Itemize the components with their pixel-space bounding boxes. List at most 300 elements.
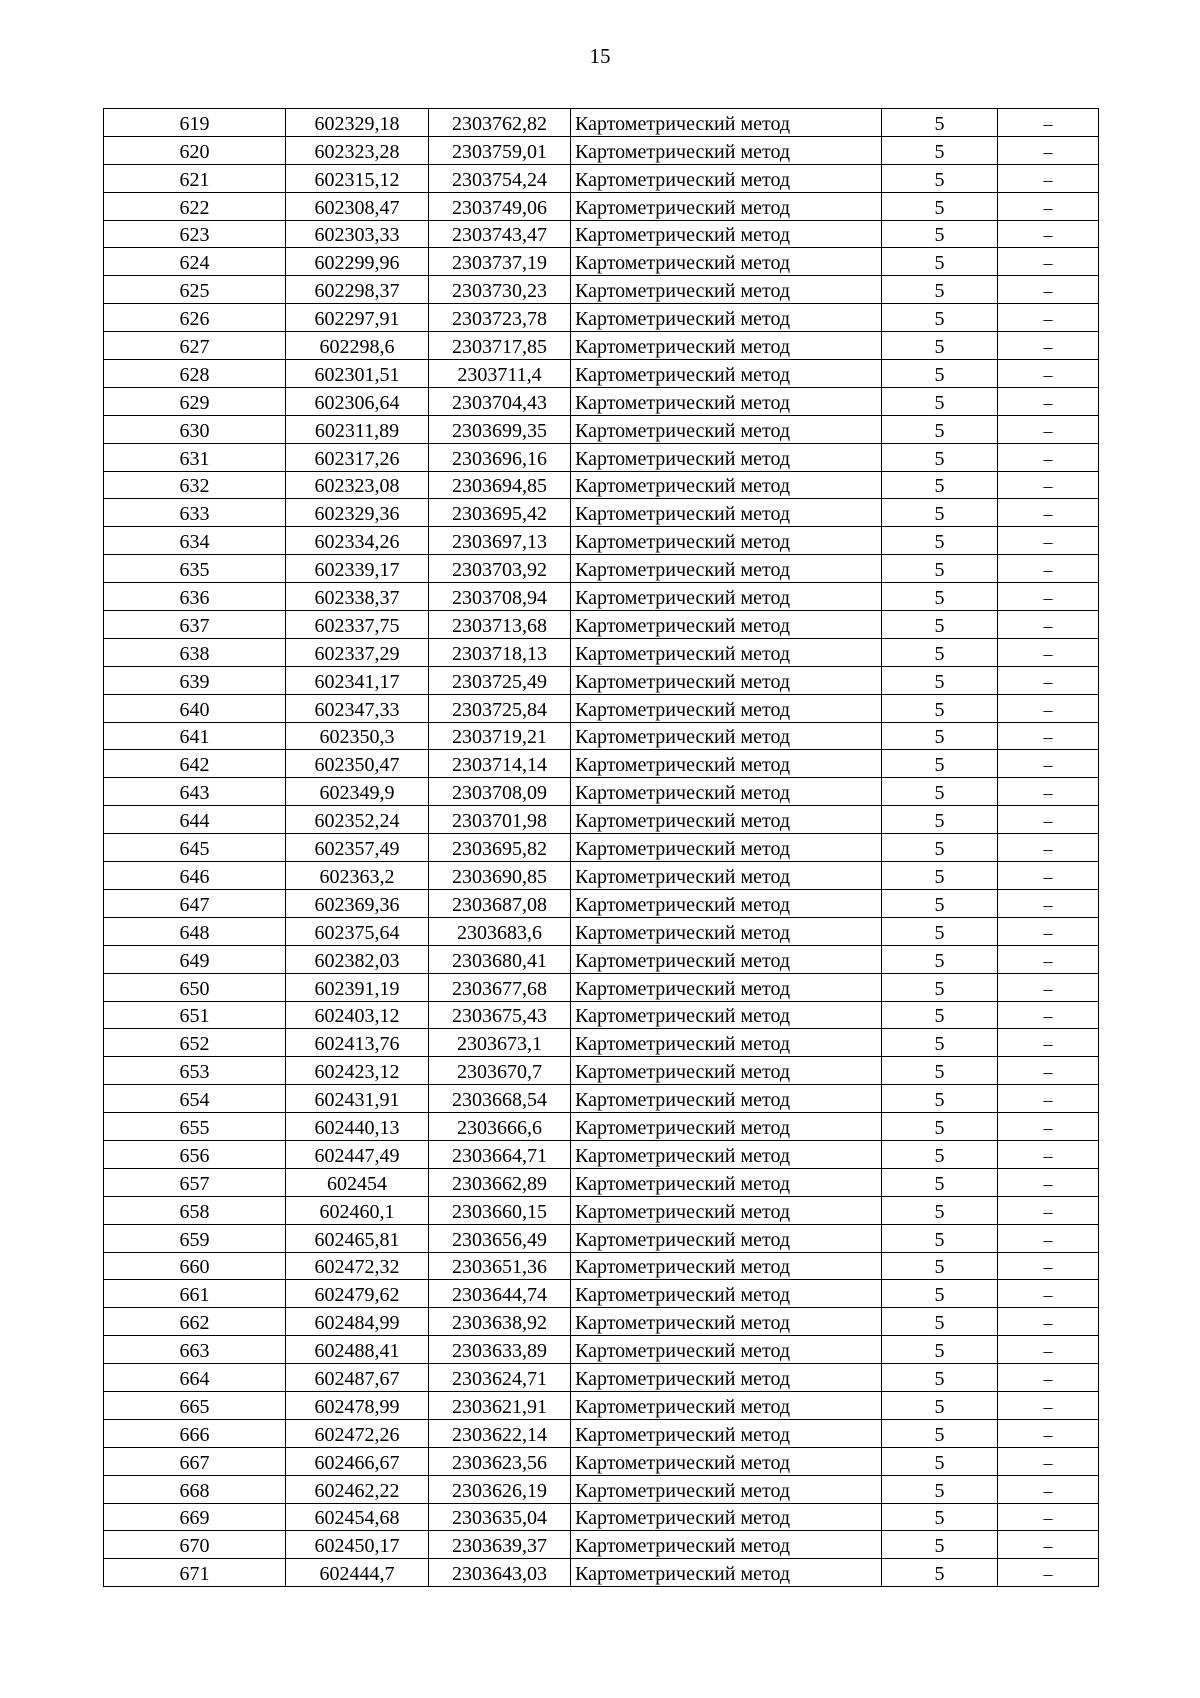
table-row — [104, 1531, 1099, 1559]
cell-note: – — [998, 666, 1099, 694]
cell-point-number: 625 — [104, 276, 286, 304]
cell-note: – — [998, 1140, 1099, 1168]
table-row — [104, 1336, 1099, 1364]
cell-method: Картометрический метод — [571, 1280, 882, 1308]
cell-accuracy: 5 — [882, 360, 998, 388]
table-row — [104, 1308, 1099, 1336]
cell-x-coordinate: 602484,99 — [286, 1308, 429, 1336]
cell-point-number: 647 — [104, 889, 286, 917]
cell-x-coordinate: 602315,12 — [286, 164, 429, 192]
cell-note: – — [998, 109, 1099, 137]
cell-point-number: 630 — [104, 415, 286, 443]
cell-point-number: 622 — [104, 192, 286, 220]
cell-accuracy: 5 — [882, 917, 998, 945]
cell-note: – — [998, 192, 1099, 220]
cell-point-number: 651 — [104, 1001, 286, 1029]
cell-accuracy: 5 — [882, 666, 998, 694]
cell-method: Картометрический метод — [571, 443, 882, 471]
cell-point-number: 657 — [104, 1168, 286, 1196]
cell-y-coordinate: 2303660,15 — [429, 1196, 571, 1224]
cell-x-coordinate: 602337,29 — [286, 638, 429, 666]
cell-y-coordinate: 2303703,92 — [429, 555, 571, 583]
cell-accuracy: 5 — [882, 1113, 998, 1141]
cell-x-coordinate: 602487,67 — [286, 1364, 429, 1392]
cell-accuracy: 5 — [882, 806, 998, 834]
cell-method: Картометрический метод — [571, 694, 882, 722]
cell-x-coordinate: 602317,26 — [286, 443, 429, 471]
cell-accuracy: 5 — [882, 248, 998, 276]
cell-method: Картометрический метод — [571, 1085, 882, 1113]
cell-accuracy: 5 — [882, 387, 998, 415]
cell-point-number: 620 — [104, 136, 286, 164]
table-row — [104, 1503, 1099, 1531]
cell-y-coordinate: 2303677,68 — [429, 973, 571, 1001]
table-row — [104, 806, 1099, 834]
table-row — [104, 471, 1099, 499]
cell-y-coordinate: 2303668,54 — [429, 1085, 571, 1113]
cell-x-coordinate: 602308,47 — [286, 192, 429, 220]
cell-accuracy: 5 — [882, 164, 998, 192]
cell-accuracy: 5 — [882, 304, 998, 332]
cell-accuracy: 5 — [882, 862, 998, 890]
cell-method: Картометрический метод — [571, 499, 882, 527]
cell-note: – — [998, 1029, 1099, 1057]
cell-accuracy: 5 — [882, 136, 998, 164]
table-row — [104, 862, 1099, 890]
cell-note: – — [998, 722, 1099, 750]
cell-method: Картометрический метод — [571, 583, 882, 611]
table-row — [104, 722, 1099, 750]
cell-note: – — [998, 527, 1099, 555]
cell-y-coordinate: 2303635,04 — [429, 1503, 571, 1531]
cell-y-coordinate: 2303719,21 — [429, 722, 571, 750]
table-row — [104, 1419, 1099, 1447]
table-row — [104, 499, 1099, 527]
cell-point-number: 634 — [104, 527, 286, 555]
cell-note: – — [998, 1364, 1099, 1392]
cell-x-coordinate: 602403,12 — [286, 1001, 429, 1029]
table-row — [104, 192, 1099, 220]
table-row — [104, 109, 1099, 137]
cell-x-coordinate: 602298,37 — [286, 276, 429, 304]
cell-note: – — [998, 1336, 1099, 1364]
cell-accuracy: 5 — [882, 555, 998, 583]
coordinates-table — [103, 108, 1099, 1587]
cell-x-coordinate: 602472,32 — [286, 1252, 429, 1280]
cell-point-number: 642 — [104, 750, 286, 778]
table-row — [104, 164, 1099, 192]
cell-method: Картометрический метод — [571, 973, 882, 1001]
cell-method: Картометрический метод — [571, 638, 882, 666]
cell-method: Картометрический метод — [571, 862, 882, 890]
cell-point-number: 652 — [104, 1029, 286, 1057]
cell-x-coordinate: 602375,64 — [286, 917, 429, 945]
cell-point-number: 649 — [104, 945, 286, 973]
table-row — [104, 1196, 1099, 1224]
cell-y-coordinate: 2303754,24 — [429, 164, 571, 192]
cell-point-number: 619 — [104, 109, 286, 137]
cell-note: – — [998, 1001, 1099, 1029]
cell-x-coordinate: 602352,24 — [286, 806, 429, 834]
cell-x-coordinate: 602301,51 — [286, 360, 429, 388]
cell-x-coordinate: 602450,17 — [286, 1531, 429, 1559]
cell-x-coordinate: 602454,68 — [286, 1503, 429, 1531]
cell-y-coordinate: 2303690,85 — [429, 862, 571, 890]
cell-note: – — [998, 1503, 1099, 1531]
cell-method: Картометрический метод — [571, 750, 882, 778]
cell-point-number: 621 — [104, 164, 286, 192]
cell-y-coordinate: 2303675,43 — [429, 1001, 571, 1029]
cell-y-coordinate: 2303638,92 — [429, 1308, 571, 1336]
cell-accuracy: 5 — [882, 415, 998, 443]
cell-method: Картометрический метод — [571, 1336, 882, 1364]
cell-point-number: 643 — [104, 778, 286, 806]
cell-note: – — [998, 806, 1099, 834]
cell-point-number: 628 — [104, 360, 286, 388]
cell-note: – — [998, 499, 1099, 527]
cell-method: Картометрический метод — [571, 1475, 882, 1503]
cell-accuracy: 5 — [882, 527, 998, 555]
cell-method: Картометрический метод — [571, 1447, 882, 1475]
cell-y-coordinate: 2303662,89 — [429, 1168, 571, 1196]
cell-y-coordinate: 2303714,14 — [429, 750, 571, 778]
cell-point-number: 665 — [104, 1391, 286, 1419]
cell-y-coordinate: 2303695,42 — [429, 499, 571, 527]
cell-accuracy: 5 — [882, 1224, 998, 1252]
cell-accuracy: 5 — [882, 1057, 998, 1085]
cell-point-number: 631 — [104, 443, 286, 471]
cell-accuracy: 5 — [882, 1085, 998, 1113]
cell-method: Картометрический метод — [571, 778, 882, 806]
cell-point-number: 623 — [104, 220, 286, 248]
cell-x-coordinate: 602297,91 — [286, 304, 429, 332]
cell-point-number: 659 — [104, 1224, 286, 1252]
table-row — [104, 694, 1099, 722]
cell-point-number: 656 — [104, 1140, 286, 1168]
cell-accuracy: 5 — [882, 778, 998, 806]
cell-method: Картометрический метод — [571, 722, 882, 750]
cell-x-coordinate: 602323,28 — [286, 136, 429, 164]
cell-method: Картометрический метод — [571, 1391, 882, 1419]
table-row — [104, 443, 1099, 471]
cell-method: Картометрический метод — [571, 1224, 882, 1252]
cell-point-number: 667 — [104, 1447, 286, 1475]
cell-point-number: 660 — [104, 1252, 286, 1280]
cell-point-number: 655 — [104, 1113, 286, 1141]
cell-note: – — [998, 136, 1099, 164]
cell-note: – — [998, 1224, 1099, 1252]
cell-y-coordinate: 2303639,37 — [429, 1531, 571, 1559]
cell-accuracy: 5 — [882, 1559, 998, 1587]
page-number: 15 — [589, 44, 611, 68]
cell-x-coordinate: 602479,62 — [286, 1280, 429, 1308]
cell-x-coordinate: 602341,17 — [286, 666, 429, 694]
cell-y-coordinate: 2303651,36 — [429, 1252, 571, 1280]
cell-accuracy: 5 — [882, 332, 998, 360]
cell-accuracy: 5 — [882, 499, 998, 527]
cell-method: Картометрический метод — [571, 1113, 882, 1141]
cell-method: Картометрический метод — [571, 192, 882, 220]
cell-x-coordinate: 602391,19 — [286, 973, 429, 1001]
table-row — [104, 387, 1099, 415]
cell-method: Картометрический метод — [571, 276, 882, 304]
cell-y-coordinate: 2303673,1 — [429, 1029, 571, 1057]
cell-x-coordinate: 602478,99 — [286, 1391, 429, 1419]
table-row — [104, 1391, 1099, 1419]
cell-point-number: 624 — [104, 248, 286, 276]
cell-method: Картометрический метод — [571, 248, 882, 276]
cell-note: – — [998, 1113, 1099, 1141]
table-row — [104, 638, 1099, 666]
table-row — [104, 527, 1099, 555]
cell-y-coordinate: 2303725,49 — [429, 666, 571, 694]
cell-accuracy: 5 — [882, 1029, 998, 1057]
cell-point-number: 666 — [104, 1419, 286, 1447]
cell-accuracy: 5 — [882, 1140, 998, 1168]
cell-method: Картометрический метод — [571, 220, 882, 248]
cell-y-coordinate: 2303696,16 — [429, 443, 571, 471]
cell-x-coordinate: 602423,12 — [286, 1057, 429, 1085]
cell-x-coordinate: 602349,9 — [286, 778, 429, 806]
cell-note: – — [998, 611, 1099, 639]
cell-point-number: 633 — [104, 499, 286, 527]
cell-method: Картометрический метод — [571, 471, 882, 499]
cell-method: Картометрический метод — [571, 917, 882, 945]
table-row — [104, 1001, 1099, 1029]
cell-method: Картометрический метод — [571, 1559, 882, 1587]
cell-x-coordinate: 602462,22 — [286, 1475, 429, 1503]
cell-note: – — [998, 1280, 1099, 1308]
cell-note: – — [998, 1391, 1099, 1419]
cell-y-coordinate: 2303644,74 — [429, 1280, 571, 1308]
table-row — [104, 1224, 1099, 1252]
cell-x-coordinate: 602357,49 — [286, 834, 429, 862]
cell-note: – — [998, 332, 1099, 360]
cell-note: – — [998, 694, 1099, 722]
table-row — [104, 1057, 1099, 1085]
cell-accuracy: 5 — [882, 750, 998, 778]
cell-y-coordinate: 2303670,7 — [429, 1057, 571, 1085]
cell-method: Картометрический метод — [571, 1057, 882, 1085]
cell-point-number: 635 — [104, 555, 286, 583]
table-row — [104, 1113, 1099, 1141]
cell-point-number: 668 — [104, 1475, 286, 1503]
cell-point-number: 641 — [104, 722, 286, 750]
cell-accuracy: 5 — [882, 583, 998, 611]
table-row — [104, 555, 1099, 583]
cell-y-coordinate: 2303762,82 — [429, 109, 571, 137]
cell-note: – — [998, 889, 1099, 917]
cell-x-coordinate: 602306,64 — [286, 387, 429, 415]
cell-method: Картометрический метод — [571, 945, 882, 973]
cell-note: – — [998, 583, 1099, 611]
cell-accuracy: 5 — [882, 1252, 998, 1280]
cell-note: – — [998, 471, 1099, 499]
cell-method: Картометрический метод — [571, 806, 882, 834]
cell-point-number: 671 — [104, 1559, 286, 1587]
table-row — [104, 220, 1099, 248]
cell-accuracy: 5 — [882, 1391, 998, 1419]
cell-accuracy: 5 — [882, 1001, 998, 1029]
table-row — [104, 973, 1099, 1001]
cell-y-coordinate: 2303683,6 — [429, 917, 571, 945]
cell-note: – — [998, 945, 1099, 973]
cell-x-coordinate: 602431,91 — [286, 1085, 429, 1113]
cell-accuracy: 5 — [882, 192, 998, 220]
cell-x-coordinate: 602460,1 — [286, 1196, 429, 1224]
cell-x-coordinate: 602329,18 — [286, 109, 429, 137]
cell-accuracy: 5 — [882, 1336, 998, 1364]
cell-y-coordinate: 2303680,41 — [429, 945, 571, 973]
cell-x-coordinate: 602472,26 — [286, 1419, 429, 1447]
cell-y-coordinate: 2303643,03 — [429, 1559, 571, 1587]
cell-accuracy: 5 — [882, 1475, 998, 1503]
cell-accuracy: 5 — [882, 1503, 998, 1531]
cell-method: Картометрический метод — [571, 555, 882, 583]
table-row — [104, 1364, 1099, 1392]
cell-accuracy: 5 — [882, 1364, 998, 1392]
cell-accuracy: 5 — [882, 1308, 998, 1336]
cell-method: Картометрический метод — [571, 1168, 882, 1196]
cell-note: – — [998, 220, 1099, 248]
cell-x-coordinate: 602465,81 — [286, 1224, 429, 1252]
table-row — [104, 1140, 1099, 1168]
cell-y-coordinate: 2303633,89 — [429, 1336, 571, 1364]
cell-method: Картометрический метод — [571, 164, 882, 192]
cell-x-coordinate: 602447,49 — [286, 1140, 429, 1168]
cell-accuracy: 5 — [882, 1447, 998, 1475]
cell-y-coordinate: 2303623,56 — [429, 1447, 571, 1475]
cell-y-coordinate: 2303708,09 — [429, 778, 571, 806]
table-row — [104, 778, 1099, 806]
cell-y-coordinate: 2303626,19 — [429, 1475, 571, 1503]
cell-x-coordinate: 602323,08 — [286, 471, 429, 499]
cell-y-coordinate: 2303622,14 — [429, 1419, 571, 1447]
cell-method: Картометрический метод — [571, 136, 882, 164]
cell-accuracy: 5 — [882, 638, 998, 666]
cell-point-number: 639 — [104, 666, 286, 694]
cell-point-number: 661 — [104, 1280, 286, 1308]
cell-note: – — [998, 1475, 1099, 1503]
cell-accuracy: 5 — [882, 276, 998, 304]
cell-x-coordinate: 602334,26 — [286, 527, 429, 555]
cell-accuracy: 5 — [882, 945, 998, 973]
cell-method: Картометрический метод — [571, 611, 882, 639]
table-row — [104, 750, 1099, 778]
table-row — [104, 1029, 1099, 1057]
cell-note: – — [998, 1085, 1099, 1113]
cell-point-number: 650 — [104, 973, 286, 1001]
cell-y-coordinate: 2303737,19 — [429, 248, 571, 276]
cell-note: – — [998, 778, 1099, 806]
cell-x-coordinate: 602454 — [286, 1168, 429, 1196]
cell-x-coordinate: 602413,76 — [286, 1029, 429, 1057]
cell-point-number: 638 — [104, 638, 286, 666]
cell-accuracy: 5 — [882, 1531, 998, 1559]
table-row — [104, 1252, 1099, 1280]
table-body — [104, 109, 1099, 1587]
table-row — [104, 1168, 1099, 1196]
cell-x-coordinate: 602298,6 — [286, 332, 429, 360]
table-row — [104, 415, 1099, 443]
cell-point-number: 637 — [104, 611, 286, 639]
cell-x-coordinate: 602299,96 — [286, 248, 429, 276]
cell-y-coordinate: 2303695,82 — [429, 834, 571, 862]
cell-point-number: 663 — [104, 1336, 286, 1364]
cell-accuracy: 5 — [882, 694, 998, 722]
cell-method: Картометрический метод — [571, 1029, 882, 1057]
table-row — [104, 583, 1099, 611]
cell-point-number: 670 — [104, 1531, 286, 1559]
cell-note: – — [998, 1308, 1099, 1336]
cell-x-coordinate: 602311,89 — [286, 415, 429, 443]
cell-y-coordinate: 2303704,43 — [429, 387, 571, 415]
cell-x-coordinate: 602337,75 — [286, 611, 429, 639]
cell-y-coordinate: 2303718,13 — [429, 638, 571, 666]
table-row — [104, 666, 1099, 694]
cell-accuracy: 5 — [882, 471, 998, 499]
cell-y-coordinate: 2303743,47 — [429, 220, 571, 248]
cell-y-coordinate: 2303687,08 — [429, 889, 571, 917]
table-row — [104, 611, 1099, 639]
cell-note: – — [998, 638, 1099, 666]
cell-accuracy: 5 — [882, 1168, 998, 1196]
cell-method: Картометрический метод — [571, 304, 882, 332]
cell-point-number: 626 — [104, 304, 286, 332]
cell-note: – — [998, 834, 1099, 862]
table-row — [104, 304, 1099, 332]
cell-accuracy: 5 — [882, 834, 998, 862]
cell-point-number: 662 — [104, 1308, 286, 1336]
cell-note: – — [998, 1057, 1099, 1085]
cell-method: Картометрический метод — [571, 332, 882, 360]
cell-accuracy: 5 — [882, 889, 998, 917]
cell-point-number: 645 — [104, 834, 286, 862]
cell-method: Картометрический метод — [571, 1531, 882, 1559]
cell-point-number: 654 — [104, 1085, 286, 1113]
cell-note: – — [998, 917, 1099, 945]
cell-y-coordinate: 2303697,13 — [429, 527, 571, 555]
cell-y-coordinate: 2303717,85 — [429, 332, 571, 360]
cell-method: Картометрический метод — [571, 415, 882, 443]
cell-x-coordinate: 602338,37 — [286, 583, 429, 611]
cell-y-coordinate: 2303621,91 — [429, 1391, 571, 1419]
cell-y-coordinate: 2303749,06 — [429, 192, 571, 220]
cell-point-number: 629 — [104, 387, 286, 415]
cell-method: Картометрический метод — [571, 1308, 882, 1336]
table-row — [104, 1475, 1099, 1503]
cell-note: – — [998, 555, 1099, 583]
cell-note: – — [998, 973, 1099, 1001]
cell-x-coordinate: 602350,47 — [286, 750, 429, 778]
cell-note: – — [998, 1419, 1099, 1447]
cell-method: Картометрический метод — [571, 889, 882, 917]
cell-x-coordinate: 602350,3 — [286, 722, 429, 750]
cell-note: – — [998, 1168, 1099, 1196]
cell-method: Картометрический метод — [571, 1001, 882, 1029]
cell-x-coordinate: 602440,13 — [286, 1113, 429, 1141]
cell-x-coordinate: 602363,2 — [286, 862, 429, 890]
table-row — [104, 834, 1099, 862]
cell-y-coordinate: 2303664,71 — [429, 1140, 571, 1168]
cell-note: – — [998, 750, 1099, 778]
cell-y-coordinate: 2303730,23 — [429, 276, 571, 304]
cell-accuracy: 5 — [882, 220, 998, 248]
cell-point-number: 627 — [104, 332, 286, 360]
cell-accuracy: 5 — [882, 1196, 998, 1224]
cell-method: Картометрический метод — [571, 1196, 882, 1224]
cell-note: – — [998, 360, 1099, 388]
